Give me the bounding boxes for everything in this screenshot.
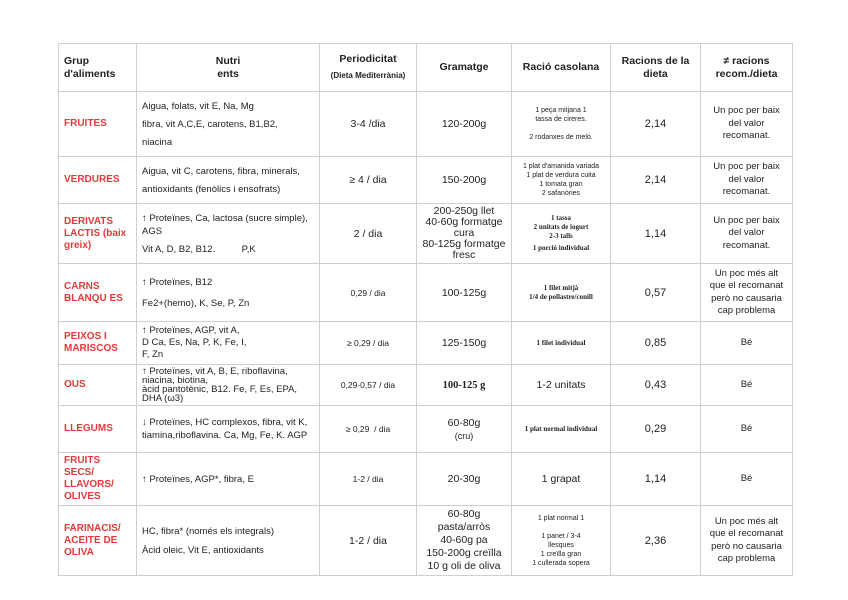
racio-line: 1 plat normal individual [524,424,598,433]
gram-line: 100-125 g [442,379,486,391]
nutrient-line: antioxidants (fenòlics i ensofrats) [142,183,281,195]
gram-line: 60-80g [447,417,481,429]
periodicity-cell: 3-4 /dia [320,92,417,157]
table-row [59,204,793,264]
racio-line: 2 unitats de iogurt [533,223,589,231]
racio-cell [512,322,611,365]
racio-line: 1 cullerada sopera [532,559,590,567]
table-row [59,406,793,453]
header-periodicity-subtitle: (Dieta Mediterrània) [330,71,406,80]
racio-line: tassa de cireres. [535,116,587,123]
racio-line: 1 filet individual [536,338,586,347]
racio-line: 1 grapat [541,472,581,485]
racio-line: 1 porció individual [532,244,590,252]
nutrient-line: Aigua, folats, vit E, Na, Mg [142,100,254,112]
diff-cell: Un poc per baix del valor recomanat. [701,157,793,204]
racions-cell: 2,36 [611,506,701,576]
gramatge-cell [417,157,512,204]
nutrients-cell [137,204,320,264]
header-diff: ≠ racions recom./dieta [701,44,793,92]
gram-line: 200-250g llet [433,205,495,217]
periodicity-cell: ≥ 0,29 / dia [320,406,417,453]
racio-cell [512,406,611,453]
periodicity-cell: 2 / dia [320,204,417,264]
group-name: DERIVATS LACTIS (baix greix) [59,204,137,264]
racio-line: 1 plat normal 1 [537,514,585,522]
racio-line: 2 rodanxes de meló. [529,134,593,141]
nutrients-cell [137,506,320,576]
gramatge-cell [417,92,512,157]
diff-cell: Un poc més alt que el recomanat però no causaria cap problema [701,264,793,322]
gram-line: 80-125g formatge fresc [422,238,506,261]
table-row [59,322,793,365]
nutrient-line: àcid pantotènic, B12. Fe, F, Es, EPA, DHA (ω3) [142,384,298,404]
gramatge-cell [417,322,512,365]
gram-line: 150-200g creïlla [426,547,502,559]
nutrient-line: ↓ Proteïnes, HC complexos, fibra, vit K, [142,417,308,428]
racions-cell: 0,43 [611,365,701,406]
racio-cell [512,506,611,576]
gramatge-cell [417,204,512,264]
header-nutrients [137,44,320,92]
racio-line: 1-2 unitats [536,378,586,391]
table-row [59,506,793,576]
racions-cell: 2,14 [611,157,701,204]
nutrient-line: HC, fibra* (només els integrals) [142,525,274,537]
nutrient-line: D Ca, Es, Na, P, K, Fe, I, [142,337,247,348]
header-row [59,44,793,92]
nutrients-cell [137,322,320,365]
nutrition-table [58,43,793,576]
group-name: OUS [59,365,137,406]
nutrient-line: F, Zn [142,349,164,360]
racions-cell: 0,85 [611,322,701,365]
gram-line: 120-200g [441,118,487,130]
header-racions: Racions de la dieta [611,44,701,92]
racions-cell: 1,14 [611,453,701,506]
diff-cell: Bé [701,322,793,365]
racio-line [517,523,605,532]
gram-line: 60-80g pasta/arròs [437,508,491,533]
table-row [59,157,793,204]
header-periodicity [320,44,417,92]
gram-line: 125-150g [441,337,487,349]
racio-line: 2-3 talls [549,232,573,240]
header-gramatge: Gramatge [417,44,512,92]
periodicity-cell: 0,29-0,57 / dia [320,365,417,406]
racio-cell [512,453,611,506]
nutrient-line: Àcid oleic, Vit E, antioxidants [142,544,264,556]
diff-cell: Un poc més alt que el recomanat però no causaria cap problema [701,506,793,576]
gramatge-cell [417,406,512,453]
gramatge-cell [417,453,512,506]
racio-cell [512,264,611,322]
gram-line: (cru) [454,431,474,441]
periodicity-cell: ≥ 0,29 / dia [320,322,417,365]
racio-cell [512,157,611,204]
header-racio: Ració casolana [512,44,611,92]
racions-cell: 0,57 [611,264,701,322]
racio-line: 1/4 de pollastre/conill [529,292,593,301]
diff-cell: Bé [701,406,793,453]
gramatge-cell [417,264,512,322]
table-row [59,92,793,157]
nutrient-line: Fe2+(hemo), K, Se, P, Zn [142,297,250,309]
nutrient-line: Aigua, vit C, carotens, fibra, minerals, [142,165,300,177]
periodicity-cell: 1-2 / dia [320,453,417,506]
group-name: FRUITES [59,92,137,157]
group-name: FRUITS SECS/ LLAVORS/ OLIVES [59,453,137,506]
nutrient-line: ↑ Proteïnes, B12 [142,276,213,288]
racio-line: 1 tassa [550,214,572,222]
racio-line: 1 peça mitjana 1 [535,107,587,114]
table-row [59,365,793,406]
group-name: LLEGUMS [59,406,137,453]
header-nutrients-line-1: Nutri [215,54,241,67]
nutrients-cell [137,157,320,204]
diff-cell: Un poc per baix del valor recomanat. [701,92,793,157]
header-group: Grup d'aliments [59,44,137,92]
racio-line [517,124,605,133]
racio-line: 1 filet mitjà [543,283,579,292]
gramatge-cell [417,365,512,406]
racions-cell: 0,29 [611,406,701,453]
nutrient-line: ↑ Proteïnes, Ca, lactosa (sucre simple), AGS [142,212,308,237]
gram-line: 10 g oli de oliva [427,560,501,572]
group-name: FARINACIS/ ACEITE DE OLIVA [59,506,137,576]
racio-line: 1 plat d'amanida variada [522,163,600,170]
header-nutrients-line-2: ents [217,67,239,80]
racions-cell: 1,14 [611,204,701,264]
gram-line: 150-200g [441,174,487,186]
racio-line: llesques [548,541,574,549]
nutrient-line: ↑ Proteïnes, AGP, vit A, [142,325,240,336]
nutrient-line: ↑ Proteïnes, vit A, B, E, riboflavina, niacina, biotina, [142,366,288,386]
group-name: CARNS BLANQU ES [59,264,137,322]
group-name: PEIXOS I MARISCOS [59,322,137,365]
racio-line: 1 plat de verdura cuita [526,172,596,179]
nutrients-cell [137,406,320,453]
table-row [59,453,793,506]
nutrient-line: fibra, vit A,C,E, carotens, B1,B2, [142,118,278,130]
racio-line: 1 tomata gran [539,181,583,188]
nutrient-line: ↑ Proteïnes, AGP*, fibra, E [142,473,254,485]
racio-line: 1 creïlla gran [540,550,582,558]
nutrient-line: Vit A, D, B2, B12. P,K [142,243,256,255]
nutrients-cell [137,365,320,406]
periodicity-cell: 1-2 / dia [320,506,417,576]
racio-line: 1 panet / 3-4 [541,532,581,540]
gram-line: 40-60g pa [440,534,488,546]
racio-cell [512,204,611,264]
nutrients-cell [137,453,320,506]
header-periodicity-title: Periodicitat [339,53,397,65]
nutrient-line: tiamina,riboflavina. Ca, Mg, Fe, K. AGP [142,430,308,441]
nutrient-line: niacina [142,136,173,148]
diff-cell: Bé [701,365,793,406]
periodicity-cell: ≥ 4 / dia [320,157,417,204]
gram-line: 40-60g formatge cura [425,216,503,239]
gram-line: 100-125g [441,286,487,299]
table-row [59,264,793,322]
periodicity-cell: 0,29 / dia [320,264,417,322]
gram-line: 20-30g [447,473,481,485]
racions-cell: 2,14 [611,92,701,157]
racio-cell [512,92,611,157]
nutrients-cell [137,264,320,322]
gramatge-cell [417,506,512,576]
group-name: VERDURES [59,157,137,204]
diff-cell: Un poc per baix del valor recomanat. [701,204,793,264]
diff-cell: Bé [701,453,793,506]
racio-line: 2 safanòries [541,190,581,197]
racio-cell [512,365,611,406]
nutrients-cell [137,92,320,157]
